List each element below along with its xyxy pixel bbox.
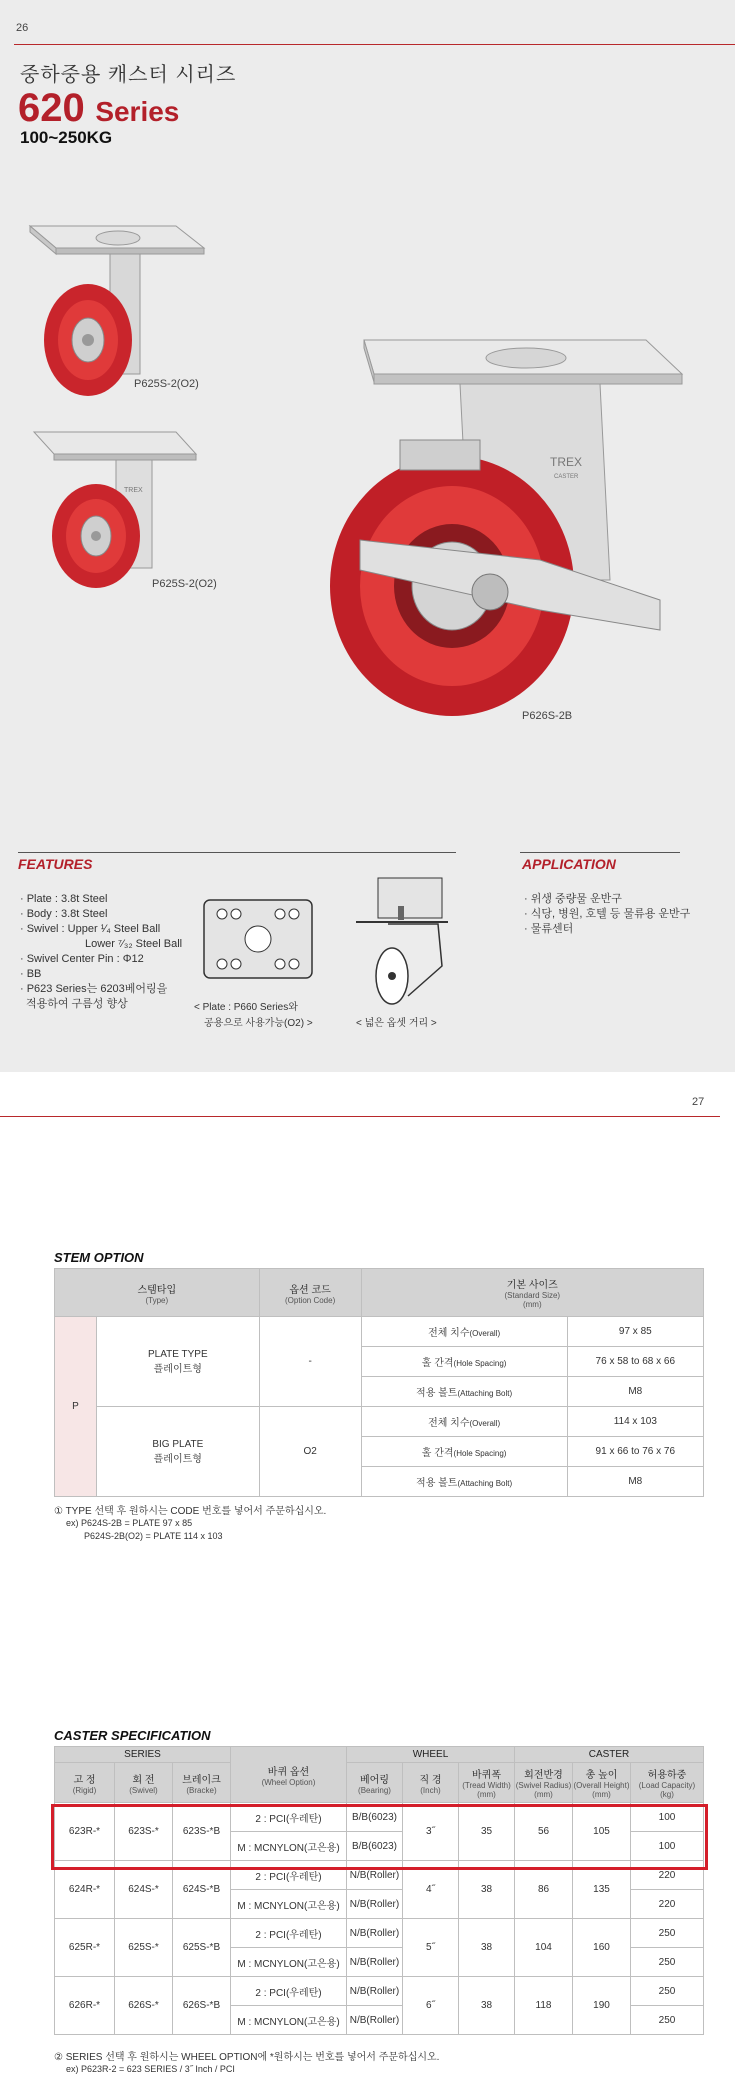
wheel-option-cell: M : MCNYLON(고은용) (231, 1832, 347, 1861)
plate-note-line2: 공용으로 사용가능(O2) > (204, 1018, 313, 1029)
page-number: 26 (16, 22, 29, 34)
stem-row-value: M8 (567, 1467, 703, 1497)
table-row (55, 1977, 704, 2006)
feature-item: · Swivel : Upper ¹⁄₄ Steel Ball (20, 923, 161, 935)
big-plate-cell: BIG PLATE 플레이트형 (97, 1407, 260, 1497)
stem-row-label: 전체 치수(Overall) (361, 1407, 567, 1437)
bearing-cell: B/B(6023) (347, 1832, 403, 1861)
brake-caster-image (300, 330, 690, 740)
swivel-header: 회 전 (Swivel) (115, 1763, 173, 1803)
stem-note-2: ex) P624S-2B = PLATE 97 x 85 (66, 1518, 193, 1528)
plate-code-cell: - (259, 1317, 361, 1407)
series-header: SERIES (55, 1747, 231, 1763)
features-list (20, 892, 182, 1012)
bearing-cell: N/B(Roller) (347, 1948, 403, 1977)
load-capacity-cell: 100 (631, 1832, 704, 1861)
stem-row-label: 홀 간격(Hole Spacing) (361, 1347, 567, 1377)
caption-swivel: P625S-2(O2) (134, 378, 199, 390)
stem-row-value: 97 x 85 (567, 1317, 703, 1347)
tread-width-cell: 38 (459, 1919, 515, 1977)
tread-width-cell: 35 (459, 1803, 515, 1861)
load-capacity-cell: 220 (631, 1861, 704, 1890)
bearing-cell: N/B(Roller) (347, 1977, 403, 2006)
brake-header: 브레이크 (Bracke) (173, 1763, 231, 1803)
bearing-cell: N/B(Roller) (347, 2006, 403, 2035)
feature-item: · Swivel Center Pin : Φ12 (20, 953, 144, 965)
swivel-caster-image (26, 212, 206, 402)
bearing-header: 베어링 (Bearing) (347, 1763, 403, 1803)
wheel-option-cell: M : MCNYLON(고은용) (231, 1890, 347, 1919)
offset-diagram (348, 876, 458, 1010)
feature-item: · Body : 3.8t Steel (20, 908, 108, 920)
brake-model-cell: 626S-*B (173, 1977, 231, 2035)
stem-group-cell: P (55, 1317, 97, 1497)
feature-item: · Plate : 3.8t Steel (20, 893, 108, 905)
caster-spec-table (54, 1746, 704, 2035)
capacity-range: 100~250KG (20, 128, 113, 147)
load-capacity-cell: 250 (631, 1977, 704, 2006)
stem-row-value: 91 x 66 to 76 x 76 (567, 1437, 703, 1467)
stem-option-heading: STEM OPTION (54, 1250, 144, 1265)
plate-type-cell: PLATE TYPE 플레이트형 (97, 1317, 260, 1407)
table-row (55, 1919, 704, 1948)
series-title-korean: 중하중용 캐스터 시리즈 (20, 64, 237, 86)
wheel-option-cell: 2 : PCI(우레탄) (231, 1861, 347, 1890)
swivel-model-cell: 625S-* (115, 1919, 173, 1977)
caption-brake: P626S-2B (522, 710, 573, 722)
swivel-model-cell: 623S-* (115, 1803, 173, 1861)
feature-item: · P623 Series는 6203베어링을 (20, 983, 168, 995)
overall-height-cell: 160 (573, 1919, 631, 1977)
wheel-option-cell: M : MCNYLON(고은용) (231, 1948, 347, 1977)
load-capacity-cell: 100 (631, 1803, 704, 1832)
brake-model-cell: 623S-*B (173, 1803, 231, 1861)
application-heading: APPLICATION (522, 856, 616, 872)
swivel-radius-cell: 86 (515, 1861, 573, 1919)
stem-code-header: 옵션 코드 (Option Code) (259, 1269, 361, 1317)
caster-spec-heading: CASTER SPECIFICATION (54, 1728, 211, 1743)
application-item: · 물류센터 (524, 923, 574, 935)
application-item: · 위생 중량물 운반구 (524, 893, 622, 905)
stem-row-value: 114 x 103 (567, 1407, 703, 1437)
big-plate-code-cell: O2 (259, 1407, 361, 1497)
overall-height-cell: 190 (573, 1977, 631, 2035)
feature-item: · BB (20, 968, 42, 980)
swivel-model-cell: 626S-* (115, 1977, 173, 2035)
application-item: · 식당, 병원, 호텔 등 물류용 운반구 (524, 908, 691, 920)
load-capacity-cell: 250 (631, 1919, 704, 1948)
diameter-cell: 6˝ (403, 1977, 459, 2035)
series-number: 620 (18, 86, 85, 130)
wheel-option-cell: M : MCNYLON(고은용) (231, 2006, 347, 2035)
wheel-option-header: 바퀴 옵션 (Wheel Option) (231, 1747, 347, 1803)
bearing-cell: B/B(6023) (347, 1803, 403, 1832)
highlight-623-series (51, 1804, 708, 1870)
wheel-option-cell: 2 : PCI(우레탄) (231, 1977, 347, 2006)
caption-rigid: P625S-2(O2) (152, 578, 217, 590)
brake-model-cell: 625S-*B (173, 1919, 231, 1977)
stem-note-3: P624S-2B(O2) = PLATE 114 x 103 (84, 1531, 223, 1541)
swivel-radius-cell: 56 (515, 1803, 573, 1861)
wheel-header: WHEEL (347, 1747, 515, 1763)
feature-item: 적용하여 구름성 향상 (26, 998, 128, 1010)
load-capacity-header: 허용하중 (Load Capacity) (kg) (631, 1763, 704, 1803)
caster-note-2: ex) P623R-2 = 623 SERIES / 3˝ Inch / PCI (66, 2064, 235, 2074)
overall-height-cell: 135 (573, 1861, 631, 1919)
plate-diagram (202, 898, 314, 980)
wheel-option-cell: 2 : PCI(우레탄) (231, 1803, 347, 1832)
bearing-cell: N/B(Roller) (347, 1890, 403, 1919)
diameter-cell: 3˝ (403, 1803, 459, 1861)
application-rule (520, 852, 680, 853)
stem-row-label: 적용 볼트(Attaching Bolt) (361, 1377, 567, 1407)
swivel-radius-cell: 118 (515, 1977, 573, 2035)
rigid-logo: TREX (124, 487, 143, 494)
offset-note: < 넓은 옵셋 거리 > (356, 1018, 437, 1029)
tread-width-cell: 38 (459, 1861, 515, 1919)
stem-option-table (54, 1268, 704, 1497)
rigid-caster-image (26, 424, 206, 594)
rigid-model-cell: 624R-* (55, 1861, 115, 1919)
caster-note-1: ② SERIES 선택 후 원하시는 WHEEL OPTION에 *원하시는 번호를 넣어서 주문하십시오. (54, 2052, 440, 2063)
rigid-model-cell: 626R-* (55, 1977, 115, 2035)
diameter-cell: 5˝ (403, 1919, 459, 1977)
feature-item: Lower ⁷⁄₃₂ Steel Ball (85, 938, 183, 950)
header-rule-27 (0, 1116, 720, 1117)
stem-row-value: 76 x 58 to 68 x 66 (567, 1347, 703, 1377)
stem-size-header: 기본 사이즈 (Standard Size) (mm) (361, 1269, 703, 1317)
bearing-cell: N/B(Roller) (347, 1919, 403, 1948)
stem-row-value: M8 (567, 1377, 703, 1407)
series-title (18, 86, 179, 131)
rigid-header: 고 정 (Rigid) (55, 1763, 115, 1803)
page-number-27: 27 (692, 1096, 705, 1108)
stem-type-header: 스템타입 (Type) (55, 1269, 260, 1317)
diameter-cell: 4˝ (403, 1861, 459, 1919)
caster-header: CASTER (515, 1747, 704, 1763)
swivel-model-cell: 624S-* (115, 1861, 173, 1919)
stem-row-label: 적용 볼트(Attaching Bolt) (361, 1467, 567, 1497)
load-capacity-cell: 250 (631, 2006, 704, 2035)
header-rule (14, 44, 735, 45)
brake-logo-sub: CASTER (554, 474, 579, 480)
brake-model-cell: 624S-*B (173, 1861, 231, 1919)
features-heading: FEATURES (18, 856, 93, 872)
tread-width-cell: 38 (459, 1977, 515, 2035)
stem-row-label: 홀 간격(Hole Spacing) (361, 1437, 567, 1467)
bearing-cell: N/B(Roller) (347, 1861, 403, 1890)
rigid-model-cell: 625R-* (55, 1919, 115, 1977)
plate-note-line1: < Plate : P660 Series와 (194, 1002, 298, 1013)
features-rule (18, 852, 456, 853)
stem-note-1: ① TYPE 선택 후 원하시는 CODE 번호를 넣어서 주문하십시오. (54, 1506, 327, 1517)
rigid-model-cell: 623R-* (55, 1803, 115, 1861)
stem-row-label: 전체 치수(Overall) (361, 1317, 567, 1347)
application-list (524, 892, 690, 937)
load-capacity-cell: 220 (631, 1890, 704, 1919)
swivel-radius-header: 회전반경 (Swivel Radius) (mm) (515, 1763, 573, 1803)
load-capacity-cell: 250 (631, 1948, 704, 1977)
wheel-option-cell: 2 : PCI(우레탄) (231, 1919, 347, 1948)
overall-height-header: 총 높이 (Overall Height) (mm) (573, 1763, 631, 1803)
series-word: Series (95, 96, 180, 127)
brake-logo: TREX (550, 455, 583, 469)
overall-height-cell: 105 (573, 1803, 631, 1861)
tread-width-header: 바퀴폭 (Tread Width) (mm) (459, 1763, 515, 1803)
swivel-radius-cell: 104 (515, 1919, 573, 1977)
diameter-header: 직 경 (Inch) (403, 1763, 459, 1803)
